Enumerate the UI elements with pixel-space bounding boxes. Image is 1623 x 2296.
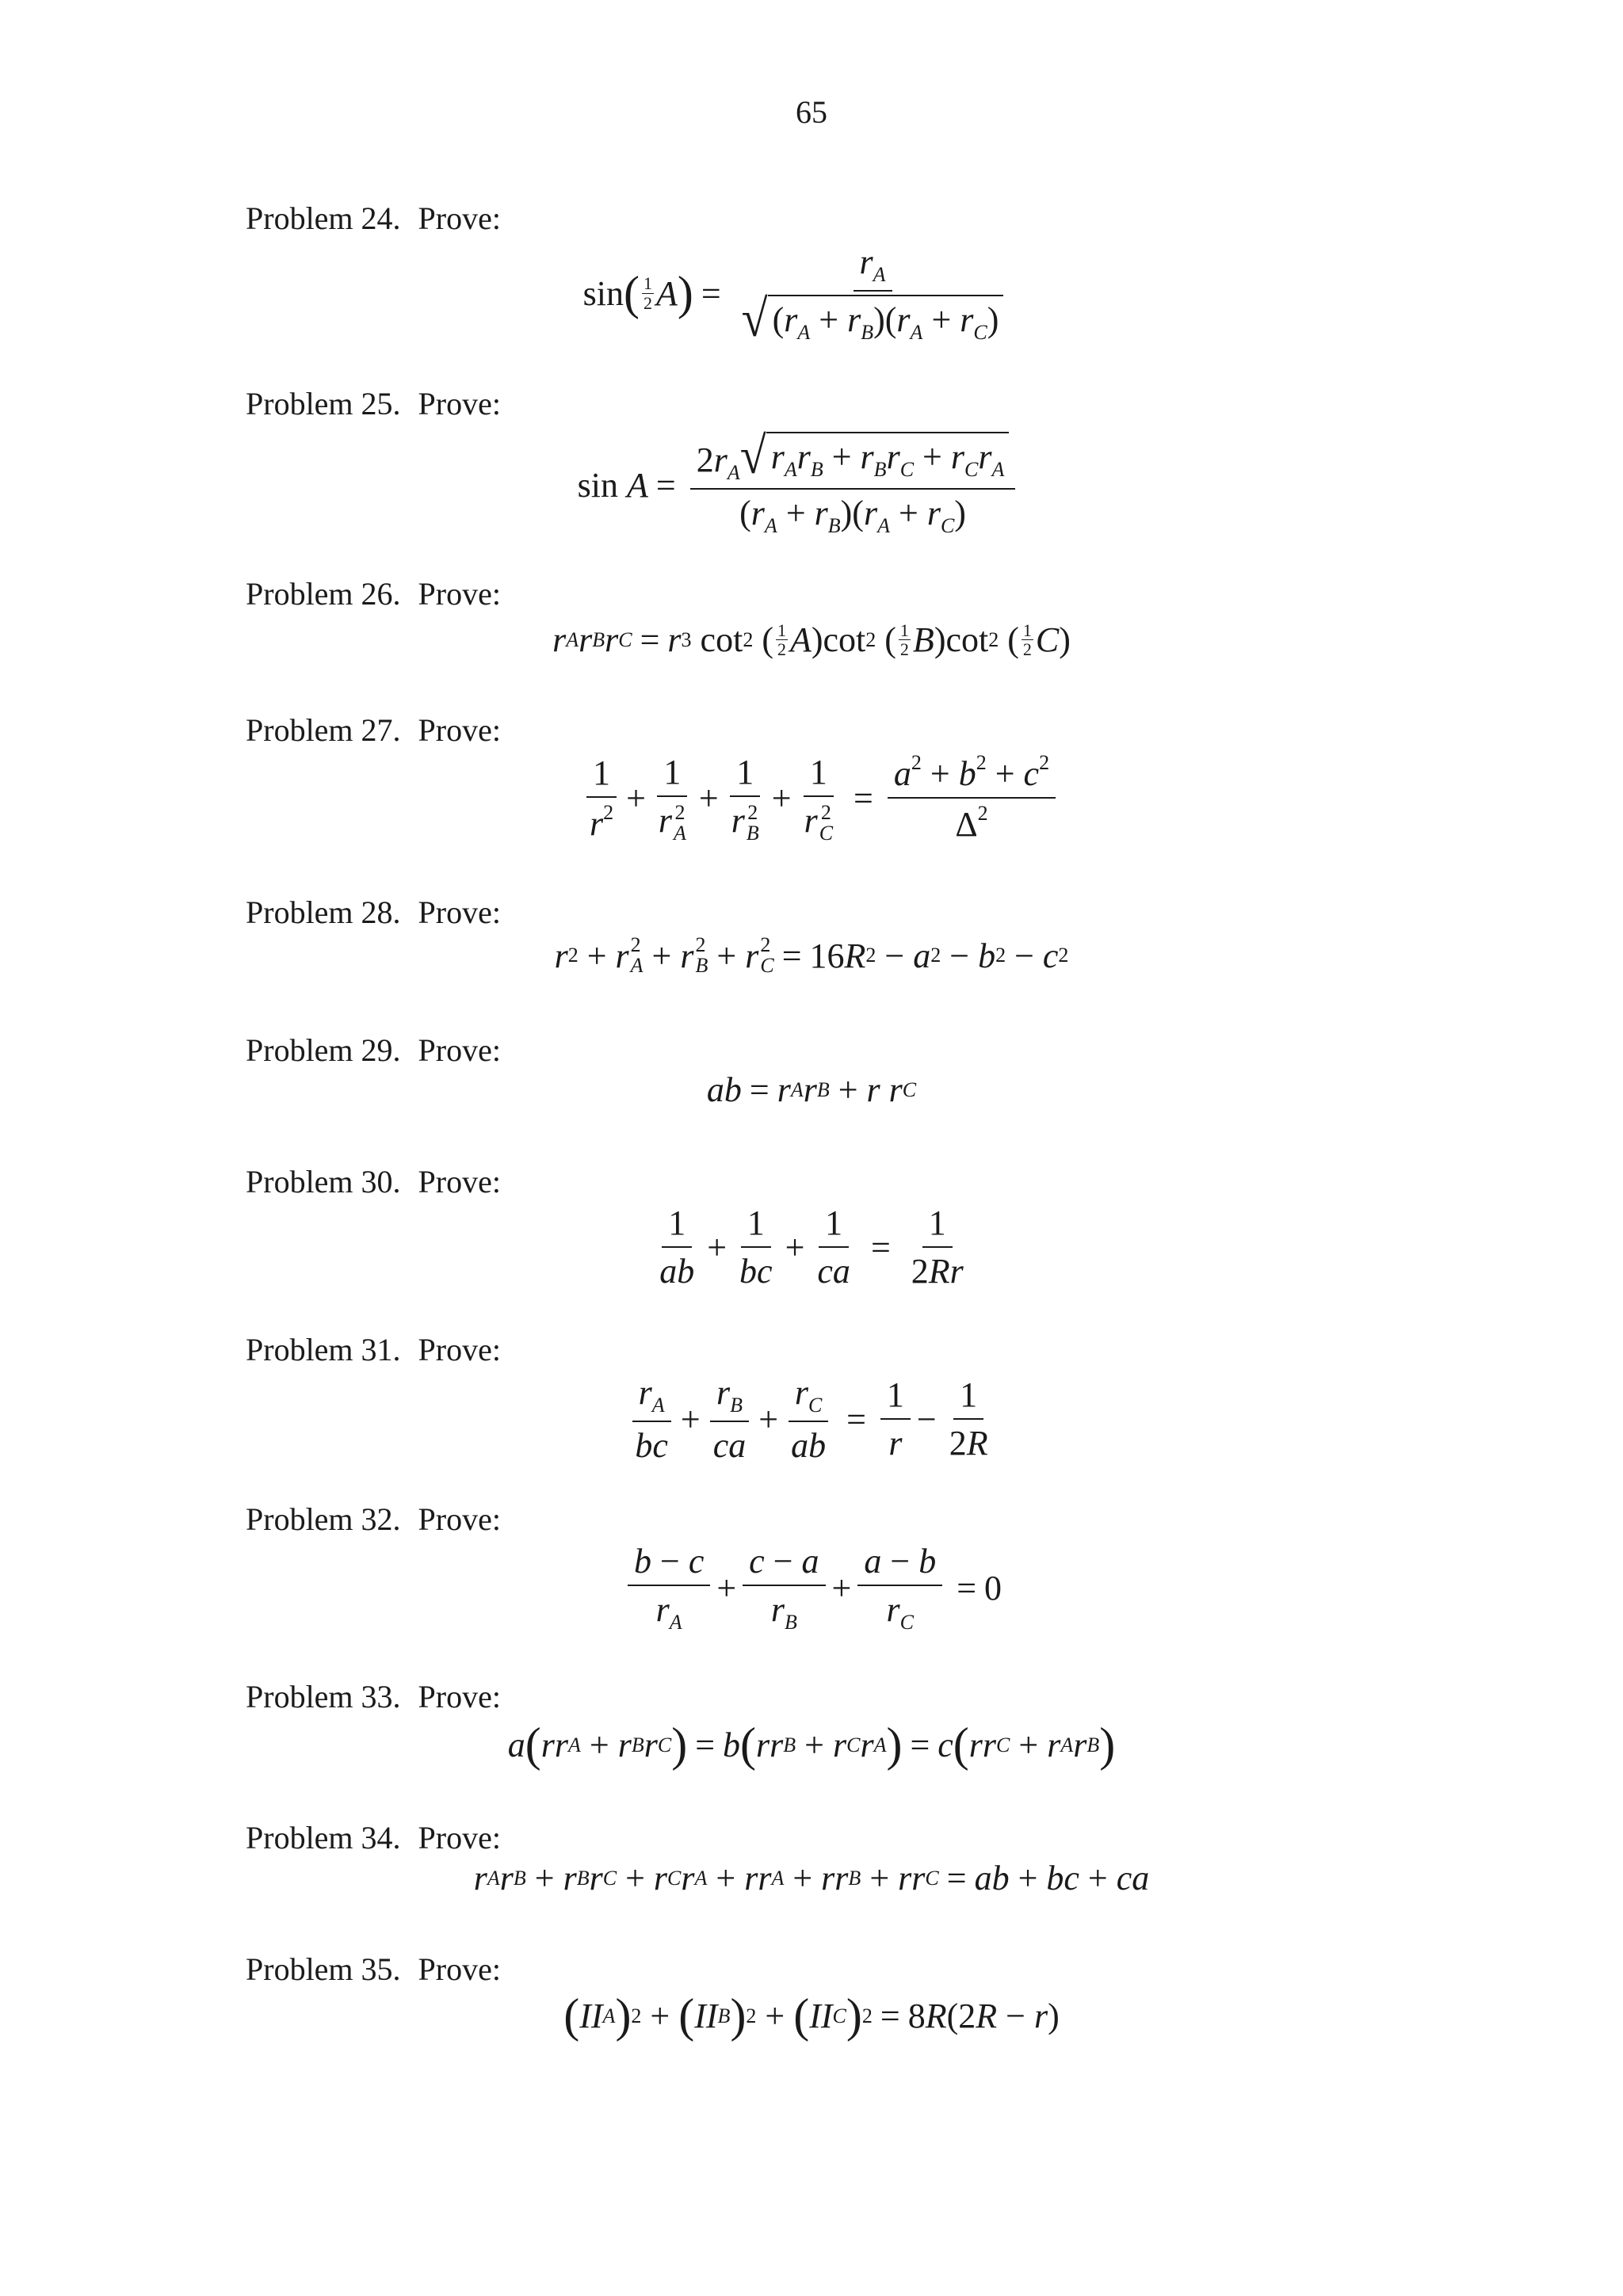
page-number: 65 xyxy=(796,94,827,130)
equation-32: $\frac{b - c}{r_A}$ + $\frac{c - a}{r_B}$ + $\frac{a - b}{r_C}$ = 0 xyxy=(0,1541,1623,1634)
problem-32-label: Problem 32. Prove: xyxy=(246,1501,501,1537)
equation-34: r A r B + r B r C + r C r A + r r A + r r B + r r C = ab + bc + ca xyxy=(473,1859,1150,1897)
equation-33: a ( r r A + r B r C ) = b ( r r B + r C r A ) = c ( r r C + r A r B ) xyxy=(507,1718,1116,1771)
equation-29: ab = r A r B + r r C xyxy=(706,1070,917,1109)
equation-35: ( II A ) 2 + ( II B ) 2 + ( II C ) 2 = 8 R (2 R − r ) xyxy=(563,1989,1060,2042)
equation-28: r 2 + r 2 A + r 2 B + r 2 C = 16 R 2 − a 2 − b 2 − c 2 xyxy=(554,933,1069,977)
equation-24: sin ( $\frac{1}{2}$ A ) = $r_A$ √ $(r_A + r_B)(r_A + r_C)$ xyxy=(0,242,1611,345)
equation-30: $\frac{1}{ab}$ + $\frac{1}{bc}$ + $\frac{1}{ca}$ = $\frac{1}{2Rr}$ xyxy=(659,1203,964,1291)
equation-27: $\frac{1}{r^2}$ + 1 r 2 A + 1 r 2 B + 1 r 2 C = $\frac{a^2 + b^2 + c^2}{\Delta^2}$ xyxy=(8,751,1623,845)
problem-25-label: Problem 25. Prove: xyxy=(246,386,501,421)
problem-26-label: Problem 26. Prove: xyxy=(246,576,501,612)
equation-31: $\frac{r_A}{bc}$ + $\frac{r_B}{ca}$ + $\frac{r_C}{ab}$ = $\frac{1}{r}$ − $\frac{1}{2R}$ xyxy=(0,1372,1623,1466)
problem-28-label: Problem 28. Prove: xyxy=(246,894,501,930)
problem-33-label: Problem 33. Prove: xyxy=(246,1679,501,1714)
problem-30-label: Problem 30. Prove: xyxy=(246,1164,501,1199)
problem-34-label: Problem 34. Prove: xyxy=(246,1820,501,1855)
problem-31-label: Problem 31. Prove: xyxy=(246,1332,501,1367)
problem-24-label: Problem 24. Prove: xyxy=(246,200,501,236)
problem-29-label: Problem 29. Prove: xyxy=(246,1032,501,1068)
equation-25: sin A = $2r_A$ √ $r_Ar_B + r_Br_C + r_Cr_A$ $(r_A + r_B)(r_A + r_C)$ xyxy=(0,432,1611,538)
problem-27-label: Problem 27. Prove: xyxy=(246,712,501,748)
equation-26: r A r B r C = r 3 cot 2 ( $\frac{1}{2}$ A )cot 2 ( $\frac{1}{2}$ B )cot 2 ( $\frac{1}{2}$ C ) xyxy=(552,620,1071,659)
problem-35-label: Problem 35. Prove: xyxy=(246,1951,501,1987)
